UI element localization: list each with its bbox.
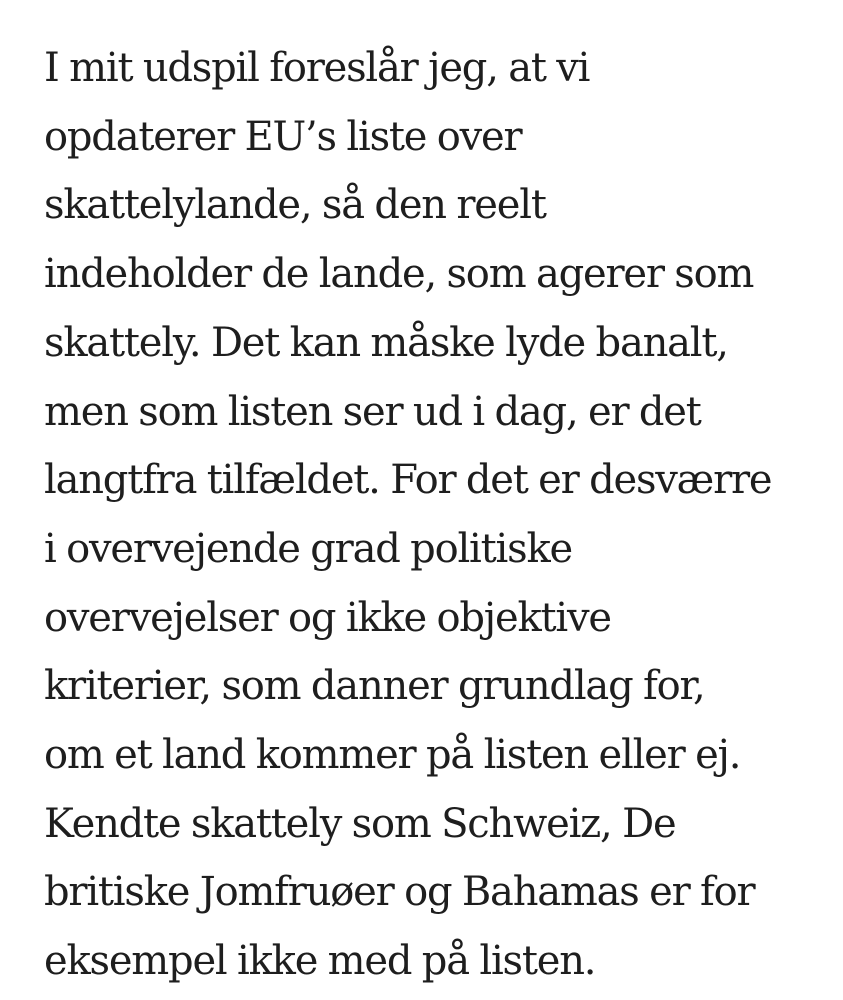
paragraph-line: kriterier, som danner grundlag for,: [44, 663, 705, 710]
paragraph-line: Kendte skattely som Schweiz, De: [44, 800, 676, 847]
paragraph-line: langtfra tilfældet. For det er desværre: [44, 457, 772, 504]
paragraph-line: i overvejende grad politiske: [44, 525, 572, 572]
paragraph-line: britiske Jomfruøer og Bahamas er for: [44, 869, 755, 916]
article-paragraph: [44, 34, 834, 996]
paragraph-line: om et land kommer på listen eller ej.: [44, 732, 741, 779]
paragraph-line: I mit udspil foreslår jeg, at vi: [44, 45, 590, 91]
paragraph-line: indeholder de lande, som agerer som: [44, 251, 754, 298]
paragraph-line: overvejelser og ikke objektive: [44, 594, 611, 641]
paragraph-line: skattely. Det kan måske lyde banalt,: [44, 319, 728, 366]
paragraph-line: opdaterer EU’s liste over: [44, 113, 522, 160]
paragraph-line: skattelylande, så den reelt: [44, 182, 546, 229]
paragraph-line: eksempel ikke med på listen.: [44, 938, 596, 985]
paragraph-line: men som listen ser ud i dag, er det: [44, 388, 701, 435]
